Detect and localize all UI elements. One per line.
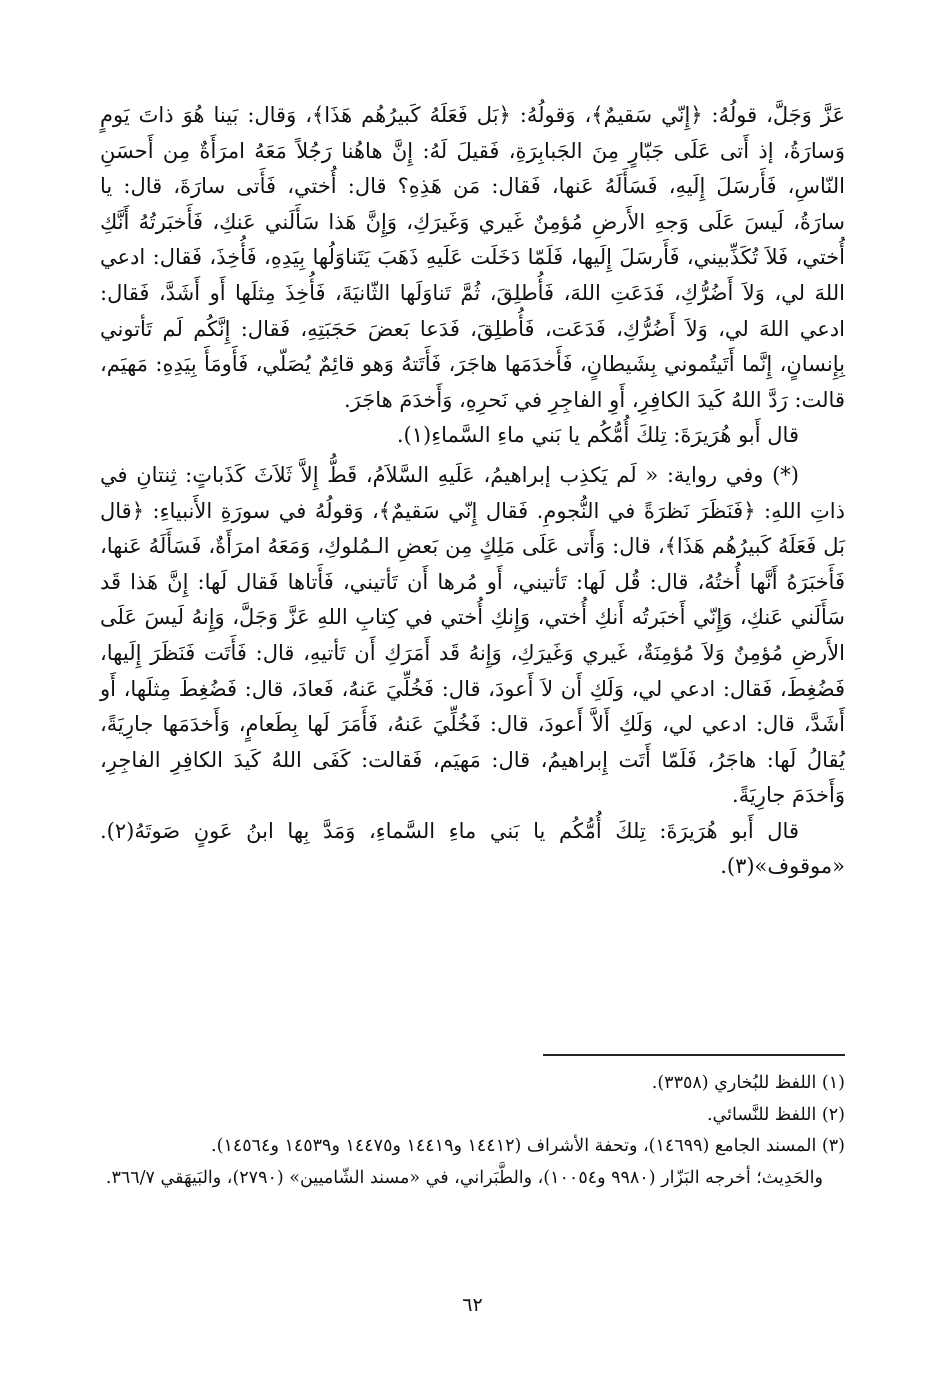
footnote-2: (٢) اللفظ للنَّسائي. (706, 1104, 845, 1125)
footnote-separator (543, 1054, 845, 1056)
page-number: ٦٢ (462, 1294, 483, 1316)
footnote-3: (٣) المسند الجامع (١٤٦٩٩)، وتحفة الأشراف (١٤٤١٢ و١٤٤١٩ و١٤٤٧٥ و١٤٥٣٩ و١٤٥٦٤). (211, 1136, 845, 1156)
hadith-paragraph: عَزَّ وَجَلَّ، قولُهُ: ﴿إِنّي سَقيمٌ﴾، وَقولُهُ: ﴿بَل فَعَلَهُ كَبيرُهُم هَذَا﴾، وَقال: بَينا هُوَ ذاتَ يَومٍ وَسارَةُ، إذ أَتى عَلَى جَبّارٍ مِنَ الجَبابِرَةِ، فَقيلَ لَهُ: إِنَّ هاهُنا رَجُلاً مَعَهُ امرَأَةٌ مِن أَحسَنِ النّاسِ، فَأَرسَلَ إِلَيهِ، فَسَأَلَهُ عَنها، فَقال: مَن هَذِهِ؟ قال: أُختي، فَأَتى سارَةَ، قال: يا سارَةُ، لَيسَ عَلَى وَجهِ الأَرضِ مُؤمِنٌ غَيري وَغَيرَكِ، وَإِنَّ هَذا سَأَلَني عَنكِ، فَأَخبَرتُهُ أَنَّكِ أُختي، فَلاَ تُكَذِّبيني، فَأَرسَلَ إِلَيها، فَلَمّا دَخَلَت عَلَيهِ ذَهَبَ يَتَناوَلُها بِيَدِهِ، فَأُخِذَ، فَقال: ادعي اللهَ لي، وَلاَ أَضُرُّكِ، فَدَعَتِ اللهَ، فَأُطلِقَ، ثُمَّ تَناوَلَها الثّانيَةَ، فَأُخِذَ مِثلَها أَو أَشَدَّ، فَقال: ادعي اللهَ لي، وَلاَ أَضُرُّكِ، فَدَعَت، فَأُطلِقَ، فَدَعا بَعضَ حَجَبَتِهِ، فَقال: إِنَّكُم لَم تَأتوني بِإِنسانٍ، إِنَّما أَتَيتُموني بِشَيطانٍ، فَأَخدَمَها هاجَرَ، فَأَتَتهُ وَهو قائِمٌ يُصَلّي، فَأَومَأَ بِيَدِهِ: مَهيَم، قالت: رَدَّ اللهُ كَيدَ الكافِرِ، أَوِ الفاجِرِ في نَحرِهِ، وَأَخدَمَ هاجَرَ. (100, 103, 846, 412)
closing-remark: قال أَبو هُرَيرَةَ: تِلكَ أُمُّكُم يا بَني ماءِ السَّماءِ، وَمَدَّ بِها ابنُ عَونٍ صَوتَهُ(٢). «موقوف»(٣). (100, 818, 845, 879)
variant-narration-paragraph: (*) وفي رواية: « لَم يَكذِب إبراهيمُ، عَلَيهِ السَّلاَمُ، قَطُّ إِلاَّ ثَلاَثَ كَذَباتٍ: ثِنتانِ في ذاتِ اللهِ: ﴿فَنَظَرَ نَظرَةً في النُّجومِ. فَقال إِنّي سَقيمٌ﴾، وَقولُهُ في سورَةِ الأَنبياءِ: ﴿قال بَل فَعَلَهُ كَبيرُهُم هَذَا﴾، قال: وَأَتى عَلَى مَلِكٍ مِن بَعضِ الـمُلوكِ، وَمَعَهُ امرَأَةٌ، فَسَأَلَهُ عَنها، فَأَخبَرَهُ أَنَّها أُختُهُ، قال: قُل لَها: تَأتيني، أَو مُرها أَن تَأتيني، فَأَتاها فَقال لَها: إِنَّ هَذا قَد سَأَلَني عَنكِ، وَإِنّي أَخبَرتُه أَنكِ أُختي، وَإِنكِ أُختي في كِتابِ اللهِ عَزَّ وَجَلَّ، وَإِنهُ لَيسَ عَلَى الأَرضِ مُؤمِنٌ وَلاَ مُؤمِنَةٌ، غَيري وَغَيرَكِ، وَإِنهُ قَد أَمَرَكِ أَن تَأتيهِ، قال: فَأَتَت فَنَظَرَ إِلَيها، فَضُغِطَ، فَقال: ادعي لي، وَلَكِ أَن لاَ أَعودَ، قال: فَخُلِّيَ عَنهُ، فَعادَ، قال: فَضُغِطَ مِثلَها، أَو أَشَدَّ، قال: ادعي لي، وَلَكِ أَلاَّ أَعودَ، قال: فَخُلِّيَ عَنهُ، فَأَمَرَ لَها بِطَعامٍ، وَأَخدَمَها جارِيَةً، يُقالُ لَها: هاجَرُ، فَلَمّا أَتَت إِبراهيمُ، قال: مَهيَم، فَقالت: كَفَى اللهُ كَيدَ الكافِرِ الفاجِرِ، وَأَخدَمَ جارِيَةً. (100, 462, 845, 808)
footnote-3-continuation: والحَدِيث؛ أخرجه البَزّار (٩٩٨٠ و١٠٠٥٤)، والطَّبَراني، في «مسند الشّاميين» (٢٧٩٠)، والبَيهَقي ٣٦٦/٧. (105, 1167, 823, 1188)
page (100, 98, 845, 1378)
main-text (100, 98, 845, 885)
footnote-1: (١) اللفظ للبُخاري (٣٣٥٨). (651, 1073, 845, 1093)
narrator-remark: قال أَبو هُرَيرَةَ: تِلكَ أُمُّكُم يا بَني ماءِ السَّماءِ(١). (396, 423, 799, 448)
footnotes (100, 1068, 845, 1194)
